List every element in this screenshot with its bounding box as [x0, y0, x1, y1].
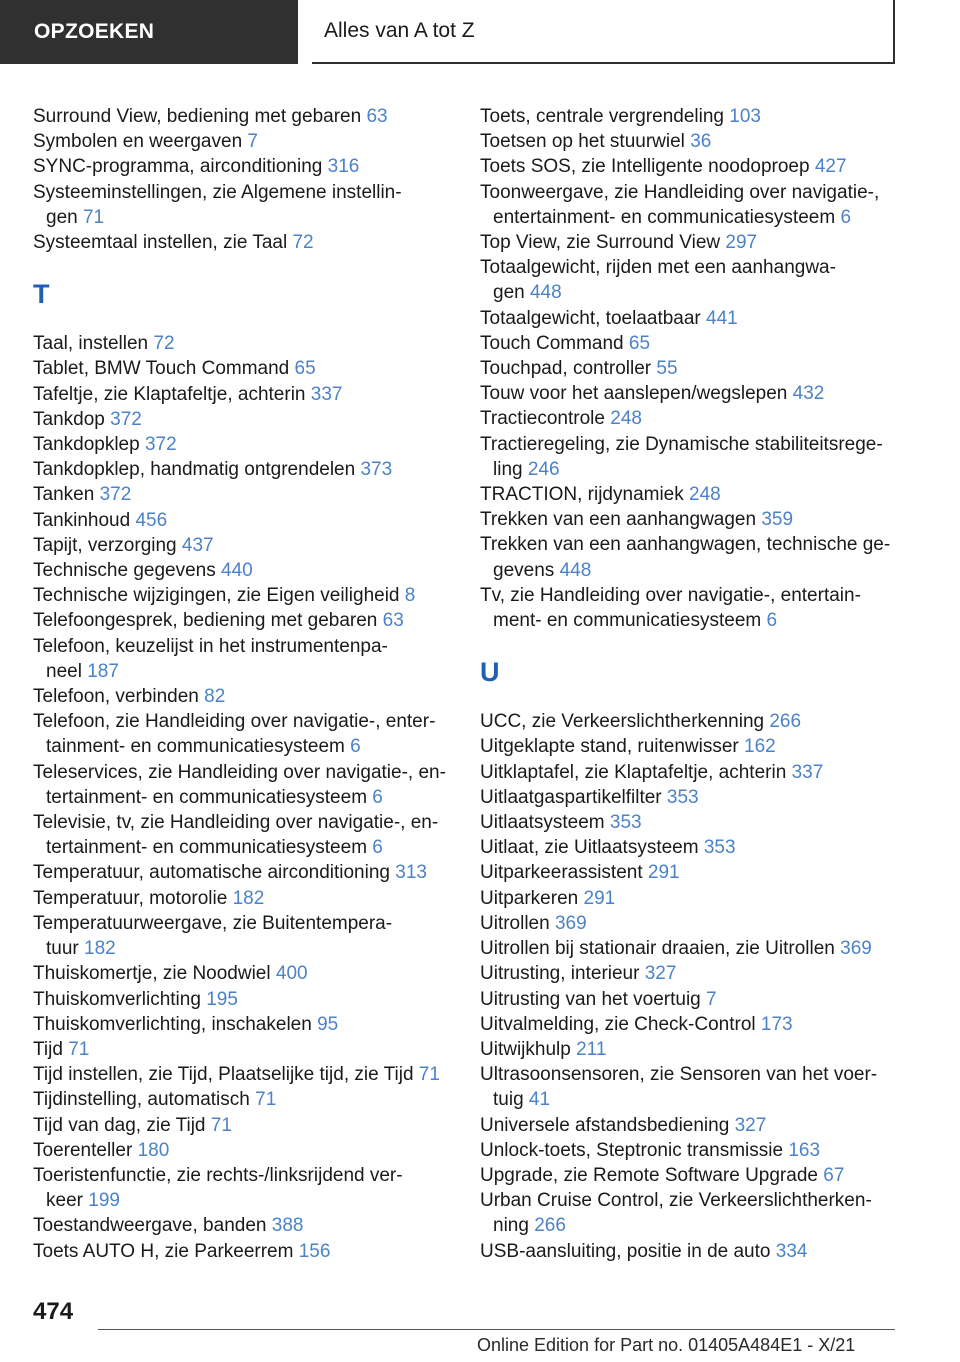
entry-text: Televisie, tv, zie Handleiding over navigatie-, en- — [33, 812, 439, 834]
page-reference-link[interactable]: 103 — [729, 106, 761, 127]
index-entry — [480, 507, 900, 532]
entry-text: Technische gegevens — [33, 560, 216, 582]
index-entry — [480, 154, 900, 179]
page-reference-link[interactable]: 441 — [706, 307, 738, 329]
index-entry — [33, 709, 453, 759]
page-reference-link[interactable]: 456 — [135, 509, 168, 531]
index-entry — [33, 1012, 453, 1037]
page-reference-link[interactable]: 182 — [232, 887, 265, 909]
page-reference-link[interactable]: 72 — [153, 333, 175, 355]
entry-text: Upgrade, zie Remote Software Upgrade — [480, 1164, 818, 1186]
index-entry — [480, 180, 900, 230]
entry-text: ning — [493, 1215, 529, 1237]
page-reference-link[interactable]: 266 — [769, 711, 802, 733]
index-entry — [480, 987, 900, 1012]
page-reference-link[interactable]: 180 — [137, 1139, 170, 1161]
index-entry — [480, 1188, 900, 1238]
page-reference-link[interactable]: 297 — [725, 232, 758, 254]
index-entry — [480, 936, 900, 961]
index-entry — [33, 407, 453, 432]
entry-text: Uitparkeerassistent — [480, 862, 643, 884]
index-entry — [33, 1138, 453, 1163]
index-entry — [480, 1138, 900, 1163]
section-title: OPZOEKEN — [34, 20, 155, 43]
page-reference-link[interactable]: 65 — [294, 358, 316, 380]
page-reference-link[interactable]: 359 — [761, 509, 794, 531]
index-entry — [480, 1163, 900, 1188]
entry-text: Toeristenfunctie, zie rechts-/linksrijdend ver- — [33, 1164, 403, 1186]
entry-text: Temperatuurweergave, zie Buitentempera- — [33, 912, 393, 934]
entry-text: Tankdop — [33, 408, 105, 430]
page-reference-link[interactable]: 71 — [210, 1114, 232, 1136]
entry-text: Top View, zie Surround View — [480, 232, 721, 254]
page-reference-link[interactable]: 71 — [82, 206, 105, 228]
index-entry — [480, 810, 900, 835]
index-entry — [480, 860, 900, 885]
entry-text: tertainment- en communicatiesysteem — [46, 786, 368, 808]
page-reference-link[interactable]: 353 — [666, 786, 699, 808]
page-reference-link[interactable]: 187 — [87, 660, 119, 682]
index-entry — [480, 482, 900, 507]
index-entry — [480, 911, 900, 936]
page-reference-link[interactable]: 156 — [298, 1240, 331, 1262]
index-entry — [33, 987, 453, 1012]
entry-text: Temperatuur, motorolie — [33, 887, 228, 909]
page-reference-link[interactable]: 448 — [559, 559, 592, 581]
index-entry — [480, 306, 900, 331]
entry-text: Totaalgewicht, rijden met een aanhangwa- — [480, 257, 836, 279]
index-column-left — [33, 104, 453, 1264]
section-letter: U — [480, 657, 500, 688]
index-entry — [33, 1062, 453, 1087]
entry-text: Touch Command — [480, 332, 624, 354]
page-number: 474 — [33, 1298, 74, 1325]
index-entry — [33, 558, 453, 583]
index-entry — [480, 255, 900, 305]
entry-text: UCC, zie Verkeerslichtherkenning — [480, 711, 765, 733]
page-reference-link[interactable]: 248 — [610, 408, 642, 430]
page-reference-link[interactable]: 337 — [791, 761, 824, 783]
page-reference-link[interactable]: 369 — [554, 912, 587, 934]
entry-text: Systeemtaal instellen, zie Taal — [33, 232, 288, 254]
entry-text: ling — [493, 458, 523, 480]
entry-text: Toets AUTO H, zie Parkeerrem — [33, 1240, 294, 1262]
page-reference-link[interactable]: 6 — [372, 837, 383, 859]
index-entry — [480, 104, 900, 129]
entry-text: entertainment- en communicatiesysteem — [493, 206, 836, 228]
page-reference-link[interactable]: 437 — [181, 534, 214, 556]
page-reference-link[interactable]: 337 — [310, 383, 343, 405]
edition-text: Online Edition for Part no. 01405A484E1 - X/21 — [477, 1335, 856, 1355]
page-reference-link[interactable]: 6 — [372, 786, 383, 808]
index-entry — [33, 230, 453, 255]
entry-text: Tijd van dag, zie Tijd — [33, 1114, 206, 1136]
entry-text: gen — [493, 282, 525, 304]
edition-note — [477, 1335, 855, 1356]
index-entry — [33, 154, 453, 179]
page-reference-link[interactable]: 163 — [788, 1139, 821, 1161]
page-reference-link[interactable]: 36 — [690, 131, 712, 153]
page-reference-link[interactable]: 313 — [395, 862, 427, 884]
index-entry — [33, 382, 453, 407]
page-reference-link[interactable]: 248 — [689, 484, 721, 506]
index-entry — [480, 785, 900, 810]
entry-text: Uitrusting van het voertuig — [480, 988, 701, 1010]
page-header — [312, 0, 895, 64]
index-entry — [33, 760, 453, 810]
entry-text: tuig — [493, 1089, 524, 1111]
index-entry — [33, 1213, 453, 1238]
index-entry — [480, 709, 900, 734]
index-entry — [33, 1163, 453, 1213]
page-reference-link[interactable]: 432 — [792, 383, 825, 405]
index-entry — [33, 508, 453, 533]
index-entry — [33, 810, 453, 860]
page-reference-link[interactable]: 55 — [656, 358, 678, 380]
index-entry — [33, 1239, 453, 1264]
entry-text: Toestandweergave, banden — [33, 1215, 267, 1237]
index-entry — [33, 1087, 453, 1112]
entry-text: Tankdopklep — [33, 434, 140, 456]
index-entry — [33, 104, 453, 129]
page-reference-link[interactable]: 7 — [706, 988, 717, 1010]
entry-text: gevens — [493, 559, 555, 581]
entry-text: Symbolen en weergaven — [33, 131, 243, 153]
index-entry — [33, 634, 453, 684]
entry-text: Tv, zie Handleiding over navigatie-, entertain- — [480, 584, 861, 606]
entry-text: Telefoongesprek, bediening met gebaren — [33, 610, 378, 632]
page-reference-link[interactable]: 400 — [275, 963, 308, 985]
entry-text: Telefoon, keuzelijst in het instrumentenpa- — [33, 635, 388, 657]
page-reference-link[interactable]: 67 — [823, 1164, 845, 1186]
index-entry — [33, 1037, 453, 1062]
entry-text: tuur — [46, 938, 79, 960]
index-entry — [33, 457, 453, 482]
page-reference-link[interactable]: 373 — [360, 459, 393, 481]
entry-text: Technische wijzigingen, zie Eigen veiligheid — [33, 585, 400, 607]
entry-text: Tijd instellen, zie Tijd, Plaatselijke tijd, zie Tijd — [33, 1064, 414, 1086]
entry-text: Telefoon, zie Handleiding over navigatie-, enter- — [33, 711, 436, 733]
page-reference-link[interactable]: 65 — [628, 332, 651, 354]
entry-text: Uitparkeren — [480, 887, 579, 909]
entry-text: SYNC-programma, airconditioning — [33, 156, 323, 178]
index-entry — [33, 886, 453, 911]
entry-text: Touw voor het aanslepen/wegslepen — [480, 383, 788, 405]
page-reference-link[interactable]: 71 — [255, 1089, 277, 1111]
entry-text: Uitgeklapte stand, ruitenwisser — [480, 736, 739, 758]
entry-text: TRACTION, rijdynamiek — [480, 484, 684, 506]
page-reference-link[interactable]: 316 — [327, 156, 360, 178]
index-entry — [33, 331, 453, 356]
page-reference-link[interactable]: 182 — [84, 938, 116, 960]
footer-divider — [98, 1329, 895, 1330]
entry-text: Tractieregeling, zie Dynamische stabiliteitsrege- — [480, 433, 883, 455]
entry-text: Temperatuur, automatische airconditioning — [33, 862, 390, 884]
entry-text: Thuiskomverlichting — [33, 988, 201, 1010]
index-entry — [33, 482, 453, 507]
entry-text: Uitvalmelding, zie Check-Control — [480, 1013, 756, 1035]
index-entry — [33, 911, 453, 961]
entry-text: Telefoon, verbinden — [33, 686, 199, 708]
page-reference-link[interactable]: 72 — [292, 232, 314, 254]
entry-text: Surround View, bediening met gebaren — [33, 106, 362, 127]
page-reference-link[interactable]: 372 — [110, 408, 142, 430]
entry-text: Uitrollen bij stationair draaien, zie Uitrollen — [480, 938, 835, 960]
entry-text: Uitwijkhulp — [480, 1038, 571, 1060]
entry-text: gen — [46, 206, 78, 228]
index-entry — [33, 533, 453, 558]
entry-text: Tankinhoud — [33, 509, 131, 531]
entry-text: Thuiskomverlichting, inschakelen — [33, 1013, 312, 1035]
entry-text: keer — [46, 1190, 83, 1212]
entry-text: Tijdinstelling, automatisch — [33, 1089, 250, 1111]
index-entry — [33, 356, 453, 381]
entry-text: Toets, centrale vergrendeling — [480, 106, 724, 127]
index-entry — [33, 129, 453, 154]
page-reference-link[interactable]: 71 — [68, 1038, 90, 1060]
index-entry — [33, 608, 453, 633]
section-letter: T — [33, 279, 50, 310]
entry-text: Tankdopklep, handmatig ontgrendelen — [33, 459, 356, 481]
page-reference-link[interactable]: 195 — [206, 988, 238, 1010]
page-reference-link[interactable]: 353 — [703, 837, 736, 859]
page-reference-link[interactable]: 6 — [766, 610, 778, 632]
index-entry — [480, 734, 900, 759]
index-entry — [33, 860, 453, 885]
entry-text: Touchpad, controller — [480, 358, 652, 380]
page-reference-link[interactable]: 291 — [583, 887, 616, 909]
page-reference-link[interactable]: 372 — [99, 484, 132, 506]
entry-text: Urban Cruise Control, zie Verkeerslichtherken- — [480, 1190, 872, 1212]
entry-text: tertainment- en communicatiesysteem — [46, 837, 368, 859]
page-reference-link[interactable]: 173 — [760, 1013, 793, 1035]
index-entry — [33, 684, 453, 709]
index-entry — [480, 230, 900, 255]
page-reference-link[interactable]: 8 — [404, 585, 416, 607]
page-reference-link[interactable]: 63 — [366, 106, 388, 127]
section-tab — [0, 0, 298, 64]
entry-text: Tablet, BMW Touch Command — [33, 358, 290, 380]
index-entry — [480, 583, 900, 633]
page-reference-link[interactable]: 6 — [840, 206, 852, 228]
index-entry — [480, 1037, 900, 1062]
page-title: Alles van A tot Z — [324, 19, 475, 42]
page-reference-link[interactable]: 266 — [534, 1215, 566, 1237]
index-entry — [480, 886, 900, 911]
entry-text: Trekken van een aanhangwagen — [480, 509, 757, 531]
entry-text: Totaalgewicht, toelaatbaar — [480, 307, 701, 329]
page-reference-link[interactable]: 162 — [744, 736, 776, 758]
page-reference-link[interactable]: 211 — [576, 1038, 607, 1060]
page-reference-link[interactable]: 440 — [221, 560, 253, 582]
page-reference-link[interactable]: 95 — [317, 1013, 339, 1035]
index-entry — [480, 331, 900, 356]
page-reference-link[interactable]: 82 — [204, 686, 226, 708]
index-entry — [480, 835, 900, 860]
entry-text: Uitrollen — [480, 912, 550, 934]
page-reference-link[interactable]: 327 — [644, 963, 677, 985]
page-reference-link[interactable]: 41 — [528, 1089, 551, 1111]
entry-text: Uitrusting, interieur — [480, 963, 640, 985]
entry-text: Unlock-toets, Steptronic transmissie — [480, 1139, 784, 1161]
page-reference-link[interactable]: 246 — [527, 458, 560, 480]
index-entry — [33, 180, 453, 230]
entry-text: Uitlaat, zie Uitlaatsysteem — [480, 837, 699, 859]
page-reference-link[interactable]: 71 — [418, 1064, 440, 1086]
entry-text: Toerenteller — [33, 1139, 133, 1161]
page-reference-link[interactable]: 353 — [609, 812, 642, 834]
page-reference-link[interactable]: 369 — [840, 938, 872, 960]
entry-text: Uitlaatgaspartikelfilter — [480, 786, 662, 808]
page-reference-link[interactable]: 427 — [814, 156, 847, 178]
page-reference-link[interactable]: 63 — [382, 610, 404, 632]
entry-text: Universele afstandsbediening — [480, 1114, 730, 1136]
entry-text: neel — [46, 660, 82, 682]
entry-text: Toonweergave, zie Handleiding over navigatie-, — [480, 181, 880, 203]
index-entry — [480, 1012, 900, 1037]
entry-text: Tafeltje, zie Klaptafeltje, achterin — [33, 383, 306, 405]
entry-text: Tractiecontrole — [480, 408, 605, 430]
page-reference-link[interactable]: 388 — [271, 1215, 304, 1237]
page-reference-link[interactable]: 327 — [734, 1114, 767, 1136]
entry-text: Teleservices, zie Handleiding over navigatie-, en- — [33, 761, 446, 783]
page-reference-link[interactable]: 291 — [647, 862, 680, 884]
entry-text: Thuiskomertje, zie Noodwiel — [33, 963, 271, 985]
page-reference-link[interactable]: 199 — [88, 1190, 120, 1212]
index-entry — [480, 760, 900, 785]
entry-text: Taal, instellen — [33, 333, 149, 355]
page-reference-link[interactable]: 7 — [247, 131, 258, 153]
index-entry — [33, 583, 453, 608]
index-entry — [480, 1062, 900, 1112]
index-column-right — [480, 104, 900, 1264]
entry-text: Tijd — [33, 1038, 63, 1060]
index-entry — [33, 432, 453, 457]
index-entry — [33, 961, 453, 986]
entry-text: Toets SOS, zie Intelligente noodoproep — [480, 156, 810, 178]
index-entry — [480, 432, 900, 482]
entry-text: ment- en communicatiesysteem — [493, 610, 762, 632]
entry-text: tainment- en communicatiesysteem — [46, 736, 345, 758]
index-entry — [480, 406, 900, 431]
index-entry — [480, 356, 900, 381]
index-entry — [480, 129, 900, 154]
entry-text: Systeeminstellingen, zie Algemene instellin- — [33, 181, 402, 203]
entry-text: Tanken — [33, 484, 95, 506]
index-entry — [33, 1113, 453, 1138]
index-entry — [480, 1239, 900, 1264]
entry-text: Uitklaptafel, zie Klaptafeltje, achterin — [480, 761, 787, 783]
entry-text: USB-aansluiting, positie in de auto — [480, 1240, 771, 1262]
entry-text: Uitlaatsysteem — [480, 812, 605, 834]
index-entry — [480, 381, 900, 406]
index-entry — [480, 961, 900, 986]
page-reference-link[interactable]: 334 — [775, 1240, 808, 1262]
page-reference-link[interactable]: 448 — [529, 282, 562, 304]
index-entry — [480, 532, 900, 582]
entry-text: Trekken van een aanhangwagen, technische ge- — [480, 534, 891, 556]
entry-text: Toetsen op het stuurwiel — [480, 131, 685, 153]
index-entry — [480, 1113, 900, 1138]
page-reference-link[interactable]: 6 — [350, 736, 361, 758]
entry-text: Tapijt, verzorging — [33, 534, 177, 556]
page-reference-link[interactable]: 372 — [144, 434, 177, 456]
entry-text: Ultrasoonsensoren, zie Sensoren van het voer- — [480, 1064, 878, 1086]
